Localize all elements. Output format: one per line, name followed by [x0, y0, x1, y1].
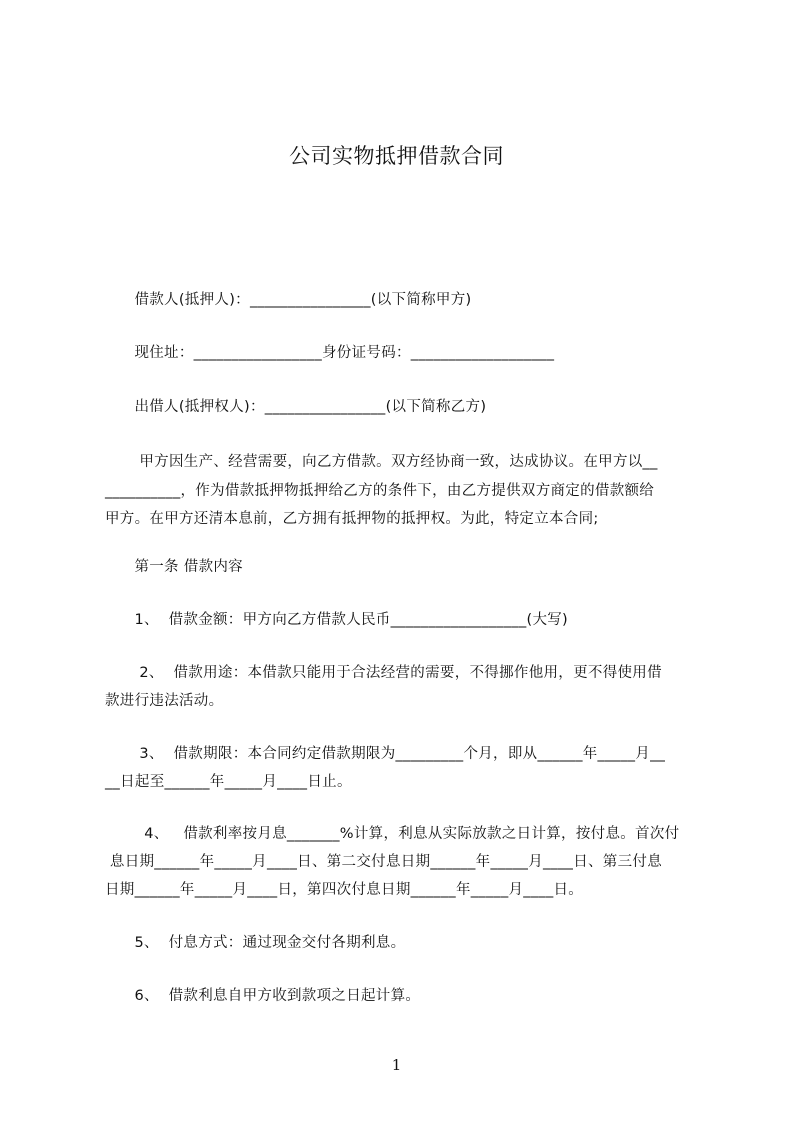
clause-6: 6、 借款利息自甲方收到款项之日起计算。 — [105, 988, 421, 1004]
page-number: 1 — [391, 1056, 402, 1074]
lender-line: 出借人(抵押权人)：________________(以下简称乙方) — [105, 399, 487, 415]
document-title: 公司实物抵押借款合同 — [289, 144, 504, 168]
preamble-line-2: __________，作为借款抵押物抵押给乙方的条件下，由乙方提供双方商定的借款额给 — [105, 483, 655, 499]
address-id-line: 现住址：_________________身份证号码：___________________ — [105, 345, 555, 361]
article-heading: 第一条 借款内容 — [105, 559, 243, 575]
clause-2-line-2: 款进行违法活动。 — [105, 693, 224, 709]
clause-4-line-3: 日期______年_____月____日，第四次付息日期______年_____月____日。 — [105, 882, 584, 898]
clause-4-line-1: 4、 借款利率按月息_______%计算，利息从实际放款之日计算，按付息。首次付 — [105, 826, 680, 842]
borrower-line: 借款人(抵押人)：________________(以下简称甲方) — [105, 292, 472, 308]
clause-2-line-1: 2、 借款用途：本借款只能用于合法经营的需要，不得挪作他用，更不得使用借 — [105, 665, 662, 681]
clause-5: 5、 付息方式：通过现金交付各期利息。 — [105, 935, 406, 951]
clause-4-line-2: 息日期______年_____月____日、第二交付息日期______年_____月____日、第三付息 — [105, 854, 663, 870]
preamble-line-1: 甲方因生产、经营需要，向乙方借款。双方经协商一致，达成协议。在甲方以__ — [105, 454, 658, 470]
preamble-line-3: 甲方。在甲方还清本息前，乙方拥有抵押物的抵押权。为此，特定立本合同; — [105, 511, 599, 527]
clause-1: 1、 借款金额：甲方向乙方借款人民币__________________(大写) — [105, 612, 569, 628]
clause-3-line-1: 3、 借款期限：本合同约定借款期限为_________个月，即从______年_____月__ — [105, 746, 666, 762]
clause-3-line-2: __日起至______年_____月____日止。 — [105, 774, 352, 790]
